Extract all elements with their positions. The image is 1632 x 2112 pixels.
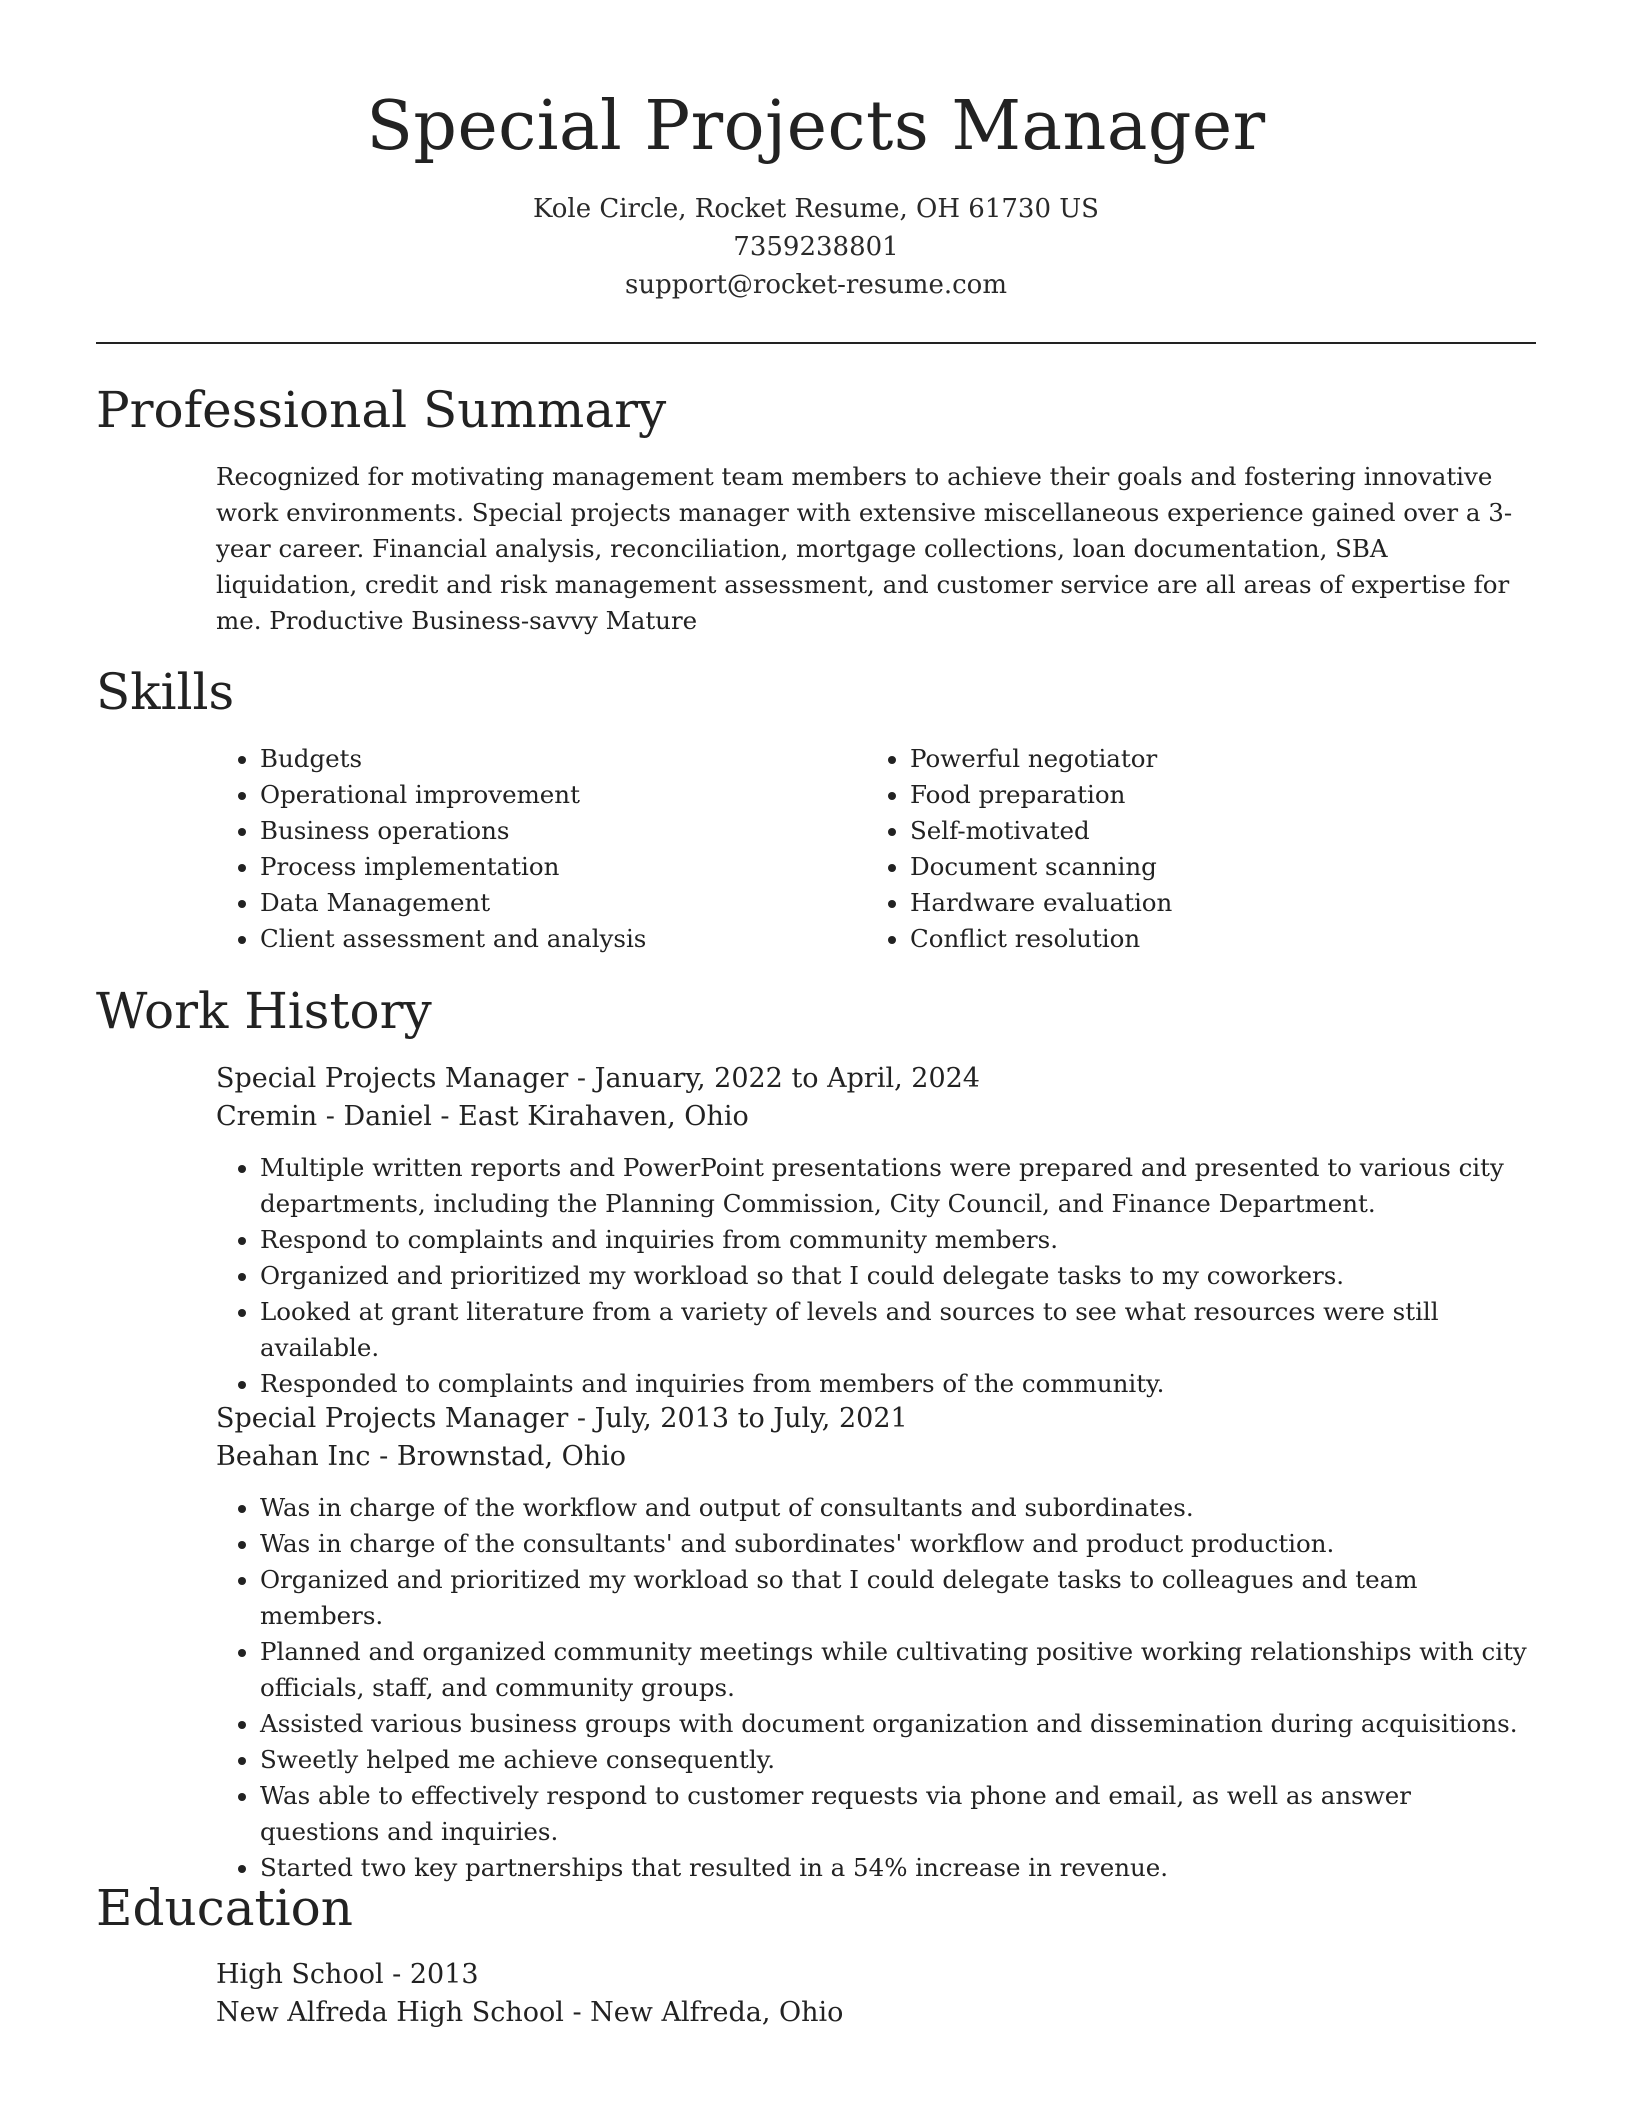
duty-item: • Started two key partnerships that resulted in a 54% increase in revenue. xyxy=(260,1850,1536,1886)
skill-item: • Client assessment and analysis xyxy=(260,921,866,957)
job-location: - East Kirahaven, Ohio xyxy=(431,1101,749,1132)
skill-item: • Self-motivated xyxy=(910,813,1516,849)
job-location: - Brownstad, Ohio xyxy=(370,1441,627,1472)
education-school-line xyxy=(216,1994,1536,2032)
skill-item: • Budgets xyxy=(260,741,866,777)
skill-item: • Operational improvement xyxy=(260,777,866,813)
duty-item: • Looked at grant literature from a variety of levels and sources to see what resources were still available. xyxy=(260,1294,1536,1366)
job-entry xyxy=(216,1400,1536,1886)
job-company: Cremin - Daniel xyxy=(216,1101,432,1132)
job-duties xyxy=(216,1490,1536,1886)
job-dates: - July, 2013 to July, 2021 xyxy=(568,1403,908,1434)
duty-item: • Organized and prioritized my workload so that I could delegate tasks to my coworkers. xyxy=(260,1258,1536,1294)
skill-item: • Food preparation xyxy=(910,777,1516,813)
duty-item: • Was in charge of the consultants' and subordinates' workflow and product production. xyxy=(260,1526,1536,1562)
education-year: - 2013 xyxy=(383,1959,479,1990)
skill-item: • Business operations xyxy=(260,813,866,849)
skill-item: • Data Management xyxy=(260,885,866,921)
skill-item: • Document scanning xyxy=(910,849,1516,885)
job-dates: - January, 2022 to April, 2024 xyxy=(568,1063,980,1094)
job-duties xyxy=(216,1150,1536,1402)
education-school: New Alfreda High School xyxy=(216,1997,564,2028)
duty-item: • Multiple written reports and PowerPoint presentations were prepared and presented to various city departments, including the Planning Commission, City Council, and Finance Department. xyxy=(260,1150,1536,1222)
header-divider xyxy=(96,342,1536,344)
address: Kole Circle, Rocket Resume, OH 61730 US xyxy=(533,194,1099,224)
job-title-line xyxy=(216,1400,1536,1438)
duty-item: • Organized and prioritized my workload so that I could delegate tasks to colleagues and team members. xyxy=(260,1562,1536,1634)
education-heading: Education xyxy=(96,1879,353,1937)
skills-column-right xyxy=(866,741,1516,957)
summary-section xyxy=(216,459,1536,639)
job-role: Special Projects Manager xyxy=(216,1403,569,1434)
job-role: Special Projects Manager xyxy=(216,1063,569,1094)
education-entry xyxy=(216,1956,1536,2032)
skills-column-left xyxy=(216,741,866,957)
resume-header xyxy=(0,0,1632,304)
duty-item: • Assisted various business groups with document organization and dissemination during acquisitions. xyxy=(260,1706,1536,1742)
contact-block xyxy=(0,190,1632,304)
job-company: Beahan Inc xyxy=(216,1441,371,1472)
summary-text: Recognized for motivating management team members to achieve their goals and fostering innovative work environments. Special projects manager with extensive miscellaneous experience gained over a 3-year career. Financial analysis, reconciliation, mortgage collections, loan documentation, SBA liquidation, credit and risk management assessment, and customer service are all areas of expertise for me. Productive Business-savvy Mature xyxy=(216,462,1513,635)
job-title-line xyxy=(216,1060,1536,1098)
job-company-line xyxy=(216,1098,1536,1136)
duty-item: • Was in charge of the workflow and output of consultants and subordinates. xyxy=(260,1490,1536,1526)
skills-list xyxy=(216,741,1536,957)
email: support@rocket-resume.com xyxy=(624,270,1007,300)
candidate-name: Special Projects Manager xyxy=(366,87,1266,166)
job-company-line xyxy=(216,1438,1536,1476)
duty-item: • Was able to effectively respond to customer requests via phone and email, as well as answer questions and inquiries. xyxy=(260,1778,1536,1850)
education-degree: High School xyxy=(216,1959,384,1990)
education-degree-line xyxy=(216,1956,1536,1994)
education-location: - New Alfreda, Ohio xyxy=(563,1997,844,2028)
skill-item: • Hardware evaluation xyxy=(910,885,1516,921)
skills-heading: Skills xyxy=(96,663,235,721)
job-entry xyxy=(216,1060,1536,1402)
work-history-heading: Work History xyxy=(96,982,432,1040)
skill-item: • Powerful negotiator xyxy=(910,741,1516,777)
phone: 7359238801 xyxy=(733,232,899,262)
duty-item: • Sweetly helped me achieve consequently. xyxy=(260,1742,1536,1778)
duty-item: • Responded to complaints and inquiries from members of the community. xyxy=(260,1366,1536,1402)
skill-item: • Process implementation xyxy=(260,849,866,885)
skill-item: • Conflict resolution xyxy=(910,921,1516,957)
duty-item: • Respond to complaints and inquiries from community members. xyxy=(260,1222,1536,1258)
summary-heading: Professional Summary xyxy=(96,381,667,439)
duty-item: • Planned and organized community meetings while cultivating positive working relationships with city officials, staff, and community groups. xyxy=(260,1634,1536,1706)
